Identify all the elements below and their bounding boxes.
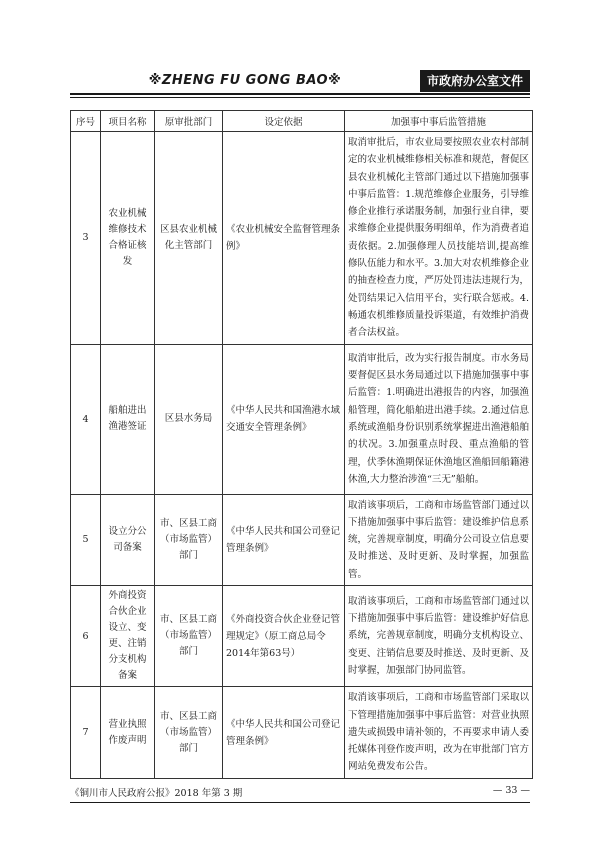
row-serial: 3 [71, 132, 101, 345]
row-item-name: 农业机械维修技术合格证核发 [101, 132, 155, 345]
header-rule-thick [70, 93, 530, 95]
header-item-name: 项目名称 [101, 111, 155, 132]
row-serial: 7 [71, 687, 101, 779]
table-row [71, 132, 533, 345]
row-serial: 4 [71, 344, 101, 494]
row-item-name: 船舶进出渔港签证 [101, 344, 155, 494]
row-measure: 取消该事项后，工商和市场监管部门通过以下措施加强事中事后监管：建设维护信息系统，完善规章制度，明确分公司设立信息要及时推送、及时更新、及时掌握，加强监管。 [345, 494, 533, 585]
header-rule-thin [70, 97, 530, 98]
row-measure: 取消该事项后，工商和市场监管部门采取以下管理措施加强事中事后监管：对营业执照遗失或损毁申请补领的，不再要求申请人委托媒体刊登作废声明，改为在审批部门官方网站免费发布公告。 [345, 687, 533, 779]
row-item-name: 外商投资合伙企业设立、变更、注销分支机构备案 [101, 586, 155, 687]
row-serial: 6 [71, 586, 101, 687]
row-dept: 市、区县工商（市场监管）部门 [155, 494, 223, 585]
header-legal-basis: 设定依据 [223, 111, 345, 132]
row-basis: 《中华人民共和国公司登记管理条例》 [223, 494, 345, 585]
journal-header [70, 70, 530, 92]
table-row [71, 586, 533, 687]
table-row [71, 344, 533, 494]
row-dept: 区县水务局 [155, 344, 223, 494]
row-item-name: 设立分公司备案 [101, 494, 155, 585]
row-item-name: 营业执照作废声明 [101, 687, 155, 779]
header-supervision-measures: 加强事中事后监管措施 [345, 111, 533, 132]
table-header-row [71, 111, 533, 132]
footer-publication: 《铜川市人民政府公报》2018 年第 3 期 [70, 788, 243, 799]
row-measure: 取消该事项后，工商和市场监管部门通过以下措施加强事中事后监管：建设维护好信息系统，完善规章制度，明确分支机构设立、变更、注销信息要及时推送、及时更新、及时掌握，加强部门协同监管。 [345, 586, 533, 687]
row-measure: 取消审批后，市农业局要按照农业农村部制定的农业机械维修相关标准和规范，督促区县农业机械化主管部门通过以下措施加强事中事后监管：1.规范维修企业服务，引导维修企业推行承诺服务制，加强行业自律，要求维修企业提供服务明细单，作为消费者追责依据。2.加强修理人员技能培训,提高维修队伍能力和水平。3.加大对农机维修企业的抽查检查力度，严厉处罚违法违规行为，处罚结果记入信用平台，实行联合惩戒。4.畅通农机维修质量投诉渠道，有效维护消费者合法权益。 [345, 132, 533, 345]
row-basis: 《农业机械安全监督管理条例》 [223, 132, 345, 345]
row-dept: 区县农业机械化主管部门 [155, 132, 223, 345]
measures-table [70, 110, 533, 779]
row-basis: 《外商投资合伙企业登记管理规定》（原工商总局令2014年第63号） [223, 586, 345, 687]
journal-brand: ※ZHENG FU GONG BAO※ [148, 73, 342, 88]
row-measure: 取消审批后，改为实行报告制度。市水务局要督促区县水务局通过以下措施加强事中事后监管：1.明确进出港报告的内容，加强渔船管理，简化船舶进出港手续。2.通过信息系统或渔船身份识别系统掌握进出渔港船舶的状况。3.加强重点时段、重点渔船的管理，伏季休渔期保证休渔地区渔船回船籍港休渔,大力整治涉渔“三无”船舶。 [345, 344, 533, 494]
row-serial: 5 [71, 494, 101, 585]
footer-rule [70, 802, 530, 803]
header-original-dept: 原审批部门 [155, 111, 223, 132]
row-basis: 《中华人民共和国公司登记管理条例》 [223, 687, 345, 779]
row-dept: 市、区县工商（市场监管）部门 [155, 586, 223, 687]
row-basis: 《中华人民共和国渔港水域交通安全管理条例》 [223, 344, 345, 494]
table-row [71, 687, 533, 779]
section-label: 市政府办公室文件 [420, 70, 530, 92]
header-serial: 序号 [71, 111, 101, 132]
row-dept: 市、区县工商（市场监管）部门 [155, 687, 223, 779]
footer-page-number: — 33 — [492, 785, 530, 796]
table-row [71, 494, 533, 585]
